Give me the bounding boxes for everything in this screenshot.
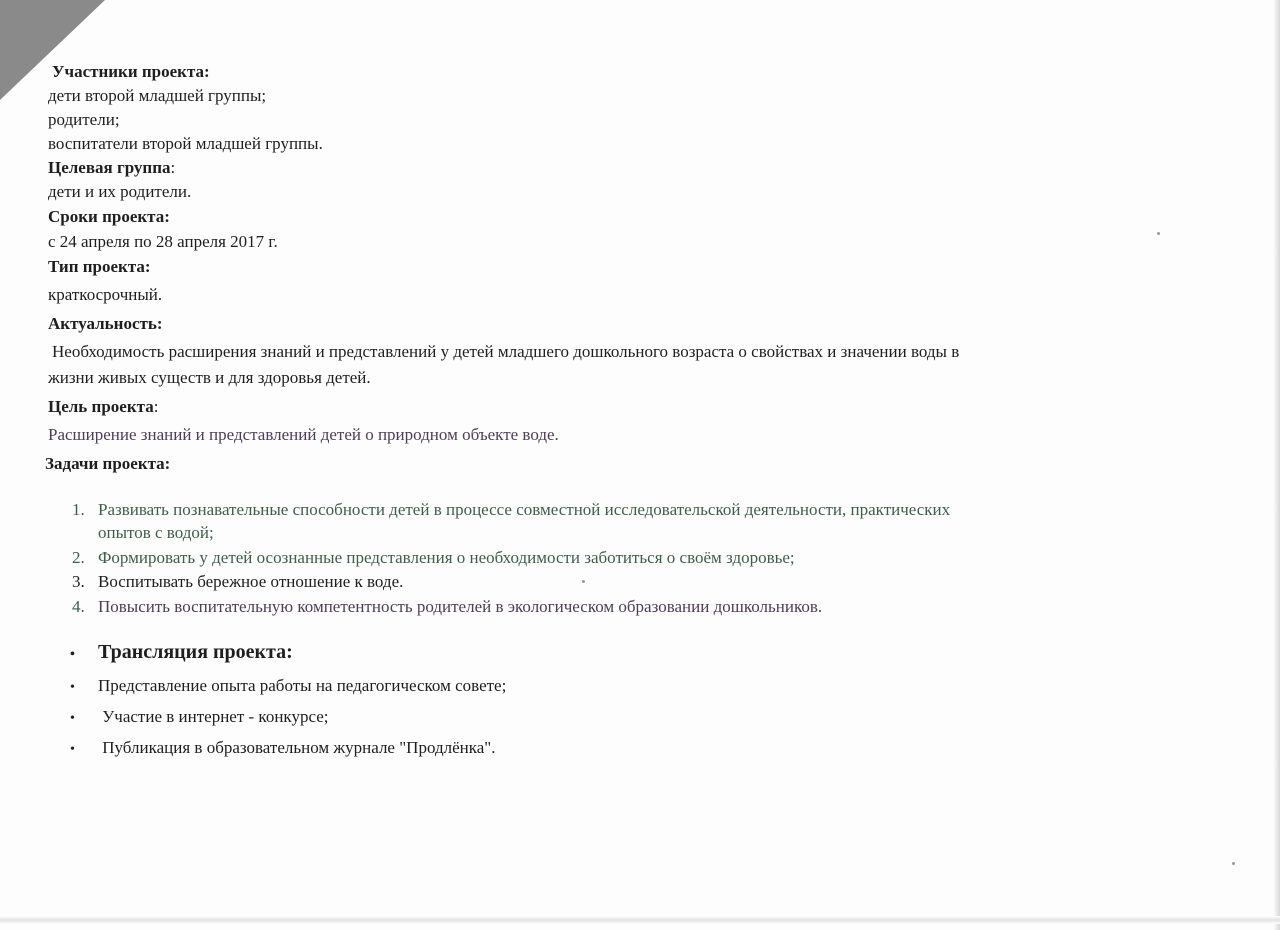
translation-heading xyxy=(70,641,293,666)
task-number: 1. xyxy=(72,500,85,519)
task-number: 2. xyxy=(72,548,85,567)
target-group-heading-text: Целевая группа xyxy=(48,158,171,177)
participants-heading: Участники проекта: xyxy=(52,62,210,81)
participant-item: дети второй младшей группы; xyxy=(48,86,267,105)
scan-speck xyxy=(1157,232,1160,235)
bullet-icon: • xyxy=(70,742,75,757)
dates-heading: Сроки проекта: xyxy=(48,207,170,226)
target-group-colon: : xyxy=(170,158,176,177)
folded-corner-shadow xyxy=(0,0,105,100)
relevance-heading: Актуальность: xyxy=(48,314,163,333)
participant-item: родители; xyxy=(48,110,120,129)
task-text-continuation: опытов с водой; xyxy=(98,523,214,542)
scan-speck xyxy=(582,580,585,583)
target-group-text: дети и их родители. xyxy=(48,182,192,201)
task-text: Повысить воспитательную компетентность родителей в экологическом образовании дошкольников. xyxy=(98,597,823,616)
type-heading: Тип проекта: xyxy=(48,257,151,276)
task-number: 4. xyxy=(72,597,85,616)
relevance-text-line: жизни живых существ и для здоровья детей. xyxy=(48,368,371,387)
translation-item-text: Публикация в образовательном журнале "Продлёнка". xyxy=(98,738,496,757)
bullet-icon: • xyxy=(70,711,75,726)
type-text: краткосрочный. xyxy=(48,285,163,304)
scan-speck xyxy=(1232,862,1235,865)
task-text: Формировать у детей осознанные представления о необходимости заботиться о своём здоровье; xyxy=(98,548,795,567)
goal-heading-text: Цель проекта xyxy=(48,397,154,416)
bullet-icon: • xyxy=(70,680,75,695)
bullet-icon: • xyxy=(70,647,75,662)
task-item xyxy=(72,498,950,521)
task-item xyxy=(72,546,795,569)
task-item xyxy=(72,570,403,593)
task-number: 3. xyxy=(72,572,85,591)
goal-heading xyxy=(48,397,158,417)
translation-item xyxy=(70,706,328,730)
goal-colon: : xyxy=(153,397,159,416)
translation-item xyxy=(70,675,506,699)
scan-edge-bottom xyxy=(0,916,1280,924)
dates-text: с 24 апреля по 28 апреля 2017 г. xyxy=(48,232,278,251)
target-group-heading xyxy=(48,158,175,178)
tasks-heading: Задачи проекта: xyxy=(45,454,171,473)
translation-heading-text: Трансляция проекта: xyxy=(98,641,293,663)
task-item xyxy=(72,595,822,618)
task-text: Воспитывать бережное отношение к воде. xyxy=(98,572,404,591)
translation-item-text: Участие в интернет - конкурсе; xyxy=(98,707,329,726)
translation-item xyxy=(70,737,495,761)
participant-item: воспитатели второй младшей группы. xyxy=(48,134,323,153)
task-text: Развивать познавательные способности детей в процессе совместной исследовательской деятельности, практических xyxy=(98,500,951,519)
scan-edge-right xyxy=(1273,0,1280,930)
goal-text: Расширение знаний и представлений детей о природном объекте воде. xyxy=(48,425,559,444)
translation-item-text: Представление опыта работы на педагогическом совете; xyxy=(98,676,507,695)
relevance-text-line: Необходимость расширения знаний и представлений у детей младшего дошкольного возраста о свойствах и значении воды в xyxy=(52,342,960,361)
